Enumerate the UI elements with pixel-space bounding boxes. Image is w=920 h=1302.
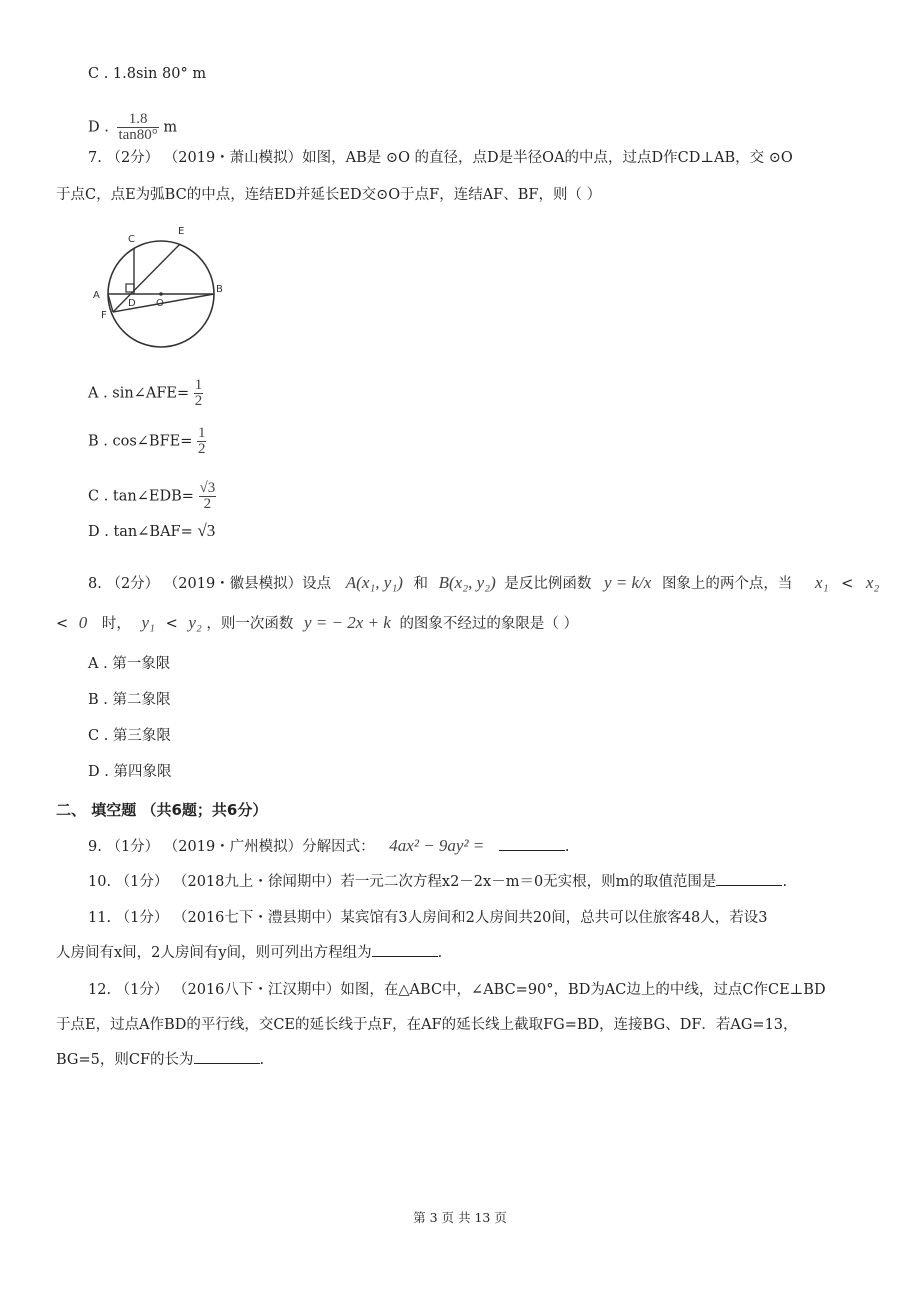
q8-less-than-2: < bbox=[165, 616, 178, 632]
q8-when: 时， bbox=[101, 616, 131, 632]
q11-line2-text: 人房间有x间，2人房间有y间，则可列出方程组为 bbox=[56, 945, 372, 961]
q7-option-d bbox=[88, 521, 215, 542]
q11-end: . bbox=[437, 945, 443, 961]
q6-option-c: C . 1.8sin 80° m bbox=[88, 66, 207, 82]
q11-answer-blank[interactable] bbox=[372, 956, 438, 957]
q12-line2: 于点E，过点A作BD的平行线，交CE的延长线于点F，在AF的延长线上截取FG=BD，连接BG、DF．若AG=13， bbox=[56, 1017, 798, 1033]
q7-label-o: O bbox=[156, 298, 164, 309]
q8-part3: 图象上的两个点，当 bbox=[661, 576, 793, 592]
q6-option-d-label: D . bbox=[88, 119, 109, 136]
q9-expression: 4ax² − 9ay² = bbox=[389, 836, 485, 855]
q8-linear-function: y = − 2x + k bbox=[304, 613, 391, 632]
q7-option-b-denominator: 2 bbox=[197, 441, 206, 457]
q7-stem-line2: 于点C，点E为弧BC的中点，连结ED并延长ED交⊙O于点F，连结AF、BF，则（ ） bbox=[56, 187, 602, 203]
q7-option-a-fraction bbox=[194, 378, 204, 409]
q7-label-d: D bbox=[128, 298, 136, 309]
q8-function: y = k/x bbox=[603, 573, 652, 592]
q8-part5: 的图象不经过的象限是（ ） bbox=[399, 616, 579, 632]
q7-option-c-fraction bbox=[199, 481, 217, 512]
q7-option-d-sqrt: √3 bbox=[197, 521, 216, 540]
q12-line3-text: BG=5，则CF的长为 bbox=[56, 1052, 194, 1068]
q7-option-b-text: B . cos∠BFE= bbox=[88, 433, 193, 450]
q12-line1: 12. （1分） （2016八下・江汉期中）如图，在△ABC中，∠ABC=90°，BD为AC边上的中线，过点C作CE⊥BD bbox=[88, 982, 826, 998]
q7-option-b bbox=[88, 426, 206, 457]
q7-option-a-numerator: 1 bbox=[194, 377, 203, 393]
q10-end: . bbox=[782, 874, 788, 890]
q12-answer-blank[interactable] bbox=[194, 1063, 260, 1064]
q10-line bbox=[88, 872, 787, 892]
q8-y2: y₂ bbox=[188, 613, 202, 632]
q7-option-a-denominator: 2 bbox=[194, 393, 203, 409]
q7-right-angle-mark bbox=[126, 284, 134, 292]
q11-line2 bbox=[56, 943, 442, 963]
q8-part4: ，则一次函数 bbox=[206, 616, 294, 632]
q7-label-b: B bbox=[216, 284, 223, 295]
q7-option-c-numerator: √3 bbox=[199, 480, 216, 496]
q8-part1: 8. （2分） （2019・徽县模拟）设点 bbox=[88, 576, 332, 592]
q6-option-d-unit: m bbox=[163, 119, 178, 136]
q8-option-b: B . 第二象限 bbox=[88, 692, 171, 708]
q9-answer-blank[interactable] bbox=[499, 850, 565, 851]
q8-x2: x₂ bbox=[865, 573, 880, 592]
q7-center-dot bbox=[159, 292, 163, 296]
q7-option-a bbox=[88, 378, 203, 409]
q8-stem-line2 bbox=[56, 613, 578, 634]
q8-point-a: A(x₁, y₁) bbox=[345, 573, 403, 592]
q7-option-b-numerator: 1 bbox=[197, 425, 206, 441]
q6-option-d-fraction bbox=[117, 112, 158, 143]
q8-point-b: B(x₂, y₂) bbox=[438, 573, 496, 592]
q8-zero: 0 bbox=[78, 613, 88, 632]
q8-less-than-1: < bbox=[841, 576, 854, 592]
q6-option-d-denominator: tan80° bbox=[118, 127, 158, 143]
q9-line bbox=[88, 836, 570, 857]
q9-end: . bbox=[564, 839, 570, 855]
q12-line3 bbox=[56, 1050, 264, 1070]
q8-option-c: C . 第三象限 bbox=[88, 728, 171, 744]
q8-x1: x₁ bbox=[815, 573, 829, 592]
q7-option-c-text: C . tan∠EDB= bbox=[88, 488, 194, 505]
q8-and: 和 bbox=[413, 576, 429, 592]
q7-option-b-fraction bbox=[197, 426, 207, 457]
q11-line1: 11. （1分） （2016七下・澧县期中）某宾馆有3人房间和2人房间共20间，总共可以住旅客48人，若设3 bbox=[88, 910, 768, 926]
q10-answer-blank[interactable] bbox=[716, 885, 782, 886]
q7-label-e: E bbox=[178, 226, 185, 237]
q8-y1: y₁ bbox=[141, 613, 155, 632]
q12-end: . bbox=[259, 1052, 265, 1068]
q9-text: 9. （1分） （2019・广州模拟）分解因式： bbox=[88, 839, 375, 855]
q7-option-d-text: D . tan∠BAF= bbox=[88, 524, 193, 540]
q6-option-d-numerator: 1.8 bbox=[117, 112, 158, 128]
q7-option-c bbox=[88, 481, 216, 512]
q8-part2: 是反比例函数 bbox=[504, 576, 592, 592]
q8-option-a: A . 第一象限 bbox=[88, 656, 171, 672]
section-2-title: 二、 填空题 （共6题；共6分） bbox=[56, 801, 268, 819]
q7-circle-figure bbox=[88, 220, 238, 370]
q8-option-d: D . 第四象限 bbox=[88, 764, 172, 780]
q8-stem-line1 bbox=[88, 573, 879, 594]
q7-label-c: C bbox=[128, 234, 135, 245]
q7-label-a: A bbox=[93, 290, 100, 301]
q6-option-d bbox=[88, 112, 177, 143]
q8-less-than-0: < bbox=[56, 616, 69, 632]
q7-stem-line1: 7. （2分） （2019・萧山模拟）如图，AB是 ⊙O 的直径，点D是半径OA的中点，过点D作CD⊥AB，交 ⊙O bbox=[88, 150, 793, 166]
q7-option-a-text: A . sin∠AFE= bbox=[88, 385, 190, 402]
q10-text: 10. （1分） （2018九上・徐闻期中）若一元二次方程x2－2x－m＝0无实根，则m的取值范围是 bbox=[88, 874, 717, 890]
q7-label-f: F bbox=[101, 310, 107, 321]
q7-option-c-denominator: 2 bbox=[203, 496, 212, 512]
page-footer: 第 3 页 共 13 页 bbox=[413, 1210, 507, 1225]
